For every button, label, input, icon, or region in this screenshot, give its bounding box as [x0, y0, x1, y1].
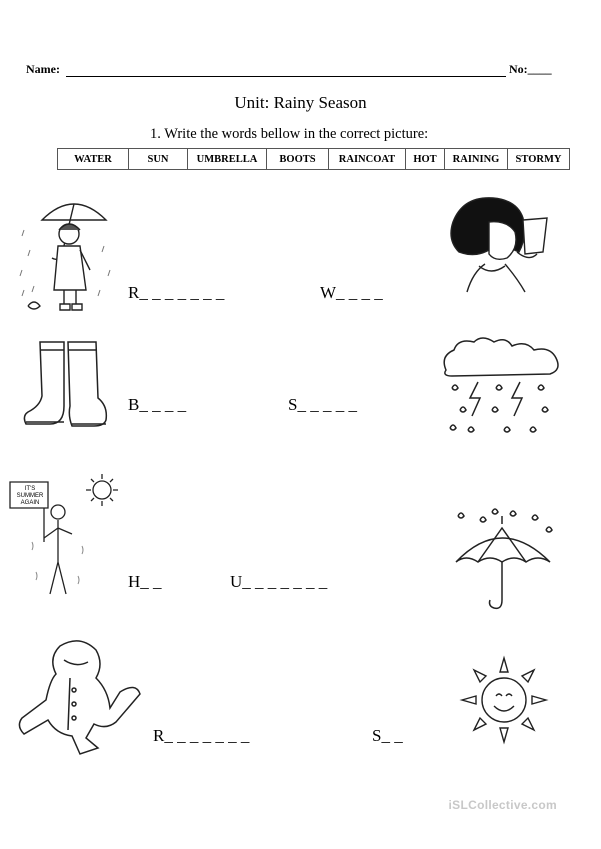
word-raincoat: RAINCOAT: [329, 149, 406, 170]
word-stormy: STORMY: [508, 149, 570, 170]
blank-umbrella[interactable]: U_ _ _ _ _ _ _: [230, 572, 328, 591]
umbrella-picture: [452, 510, 554, 614]
page-title: Unit: Rainy Season: [234, 93, 367, 112]
word-sun: SUN: [129, 149, 188, 170]
name-label: Name:: [26, 62, 60, 76]
blank-raining[interactable]: R_ _ _ _ _ _ _: [128, 283, 225, 302]
word-bank: [57, 148, 570, 170]
word-water: WATER: [58, 149, 129, 170]
word-boots: BOOTS: [267, 149, 329, 170]
name-field[interactable]: [66, 76, 506, 77]
boots-picture: [20, 336, 112, 432]
number-label: No:____: [509, 62, 552, 76]
storm-cloud-picture: [438, 336, 562, 442]
blank-boots[interactable]: B_ _ _ _: [128, 395, 187, 414]
blank-hot[interactable]: H_ _: [128, 572, 162, 591]
blank-sun[interactable]: S_ _: [372, 726, 403, 745]
blank-water[interactable]: W_ _ _ _: [320, 283, 383, 302]
drinking-water-picture: [445, 192, 557, 304]
word-raining: RAINING: [445, 149, 508, 170]
sign-text: IT'S SUMMER AGAIN: [16, 486, 44, 506]
raining-child-picture: [14, 190, 118, 325]
blank-raincoat[interactable]: R_ _ _ _ _ _ _: [153, 726, 250, 745]
name-line: [26, 62, 556, 82]
sun-picture: [456, 652, 552, 748]
word-umbrella: UMBRELLA: [188, 149, 267, 170]
raincoat-picture: [12, 638, 144, 758]
blank-stormy[interactable]: S_ _ _ _ _: [288, 395, 357, 414]
word-hot: HOT: [406, 149, 445, 170]
site-watermark: iSLCollective.com: [448, 798, 557, 812]
instruction: 1. Write the words bellow in the correct picture:: [150, 126, 429, 142]
